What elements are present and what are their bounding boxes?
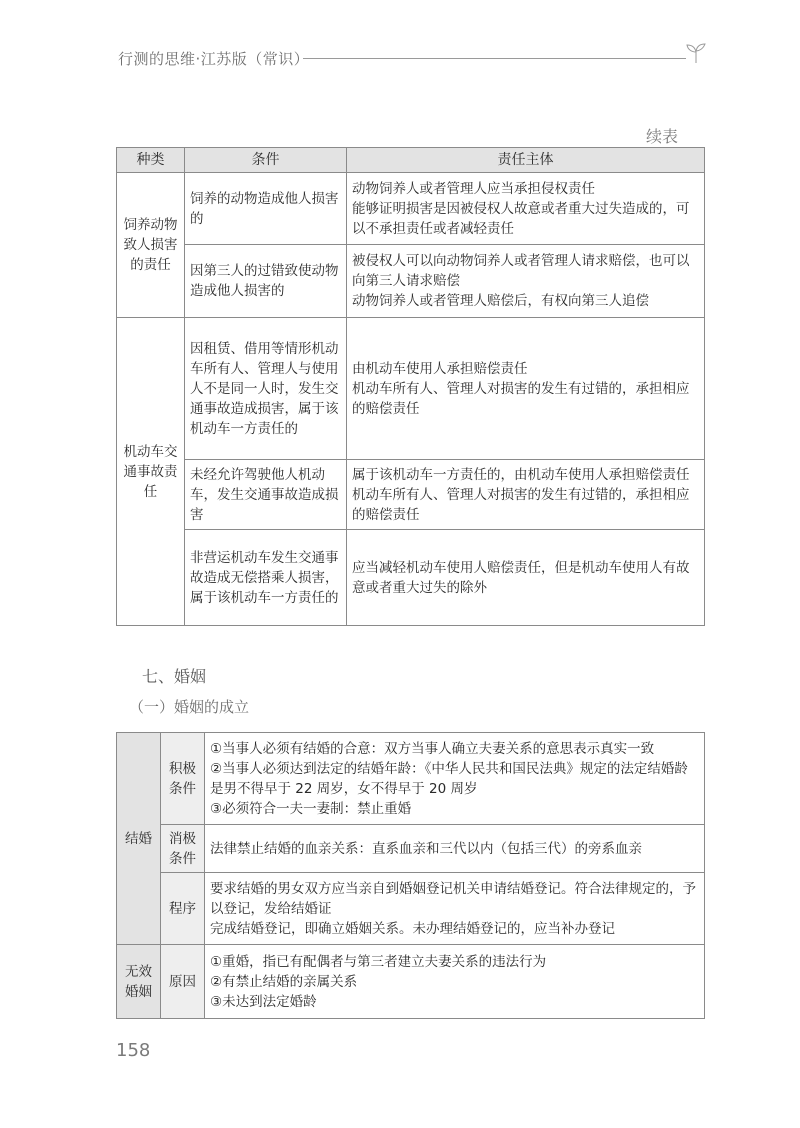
table-header-row [117,148,705,173]
liability-cell [347,318,705,460]
content-line: ①重婚，指已有配偶者与第三者建立夫妻关系的违法行为 [210,953,547,970]
running-header [118,42,708,72]
subsection-title: （一）婚姻的成立 [129,698,250,716]
content-cell [205,825,705,873]
liability-line: 由机动车使用人承担赔偿责任 [352,360,528,377]
table-row [117,945,705,1019]
condition-cell: 因第三人的过错致使动物造成他人损害的 [185,245,347,318]
liability-line: 被侵权人可以向动物饲养人或者管理人请求赔偿，也可以向第三人请求赔偿 [352,253,690,289]
header-rule [303,58,686,59]
liability-cell [347,173,705,245]
group-label: 结婚 [117,733,161,945]
column-header-type: 种类 [117,148,185,173]
content-cell [205,873,705,945]
sub-label: 程序 [161,873,205,945]
sub-label: 积极条件 [161,733,205,825]
content-line: ③必须符合一夫一妻制：禁止重婚 [210,800,412,817]
content-cell [205,733,705,825]
sub-label: 消极条件 [161,825,205,873]
table-row [117,530,705,626]
table-row [117,245,705,318]
liability-table [116,147,705,626]
liability-line: 动物饲养人或者管理人应当承担侵权责任 [352,180,595,197]
table-row [117,460,705,530]
sprout-icon [684,42,708,64]
content-line: ②有禁止结婚的亲属关系 [210,973,358,990]
content-line: 法律禁止结婚的血亲关系：直系血亲和三代以内（包括三代）的旁系血亲 [210,840,642,857]
table-row [117,173,705,245]
condition-cell: 因租赁、借用等情形机动车所有人、管理人与使用人不是同一人时，发生交通事故造成损害，属于该机动车一方责任的 [185,318,347,460]
group-label: 无效婚姻 [117,945,161,1019]
content-line: ①当事人必须有结婚的合意：双方当事人确立夫妻关系的意思表示真实一致 [210,740,655,757]
liability-cell [347,245,705,318]
column-header-liability: 责任主体 [347,148,705,173]
sub-label: 原因 [161,945,205,1019]
condition-cell: 非营运机动车发生交通事故造成无偿搭乘人损害，属于该机动车一方责任的 [185,530,347,626]
category-cell: 机动车交通事故责任 [117,318,185,626]
content-line: 完成结婚登记，即确立婚姻关系。未办理结婚登记的，应当补办登记 [210,920,615,937]
liability-line: 能够证明损害是因被侵权人故意或者重大过失造成的，可以不承担责任或者减轻责任 [352,200,690,237]
table-row [117,825,705,873]
condition-cell: 未经允许驾驶他人机动车，发生交通事故造成损害 [185,460,347,530]
content-line: ②当事人必须达到法定的结婚年龄：《中华人民共和国民法典》规定的法定结婚龄是男不得早于 22 周岁，女不得早于 20 周岁 [210,760,688,797]
content-line: 要求结婚的男女双方应当亲自到婚姻登记机关申请结婚登记。符合法律规定的，予以登记，发给结婚证 [210,880,696,917]
marriage-table [116,732,705,1019]
page-number: 158 [116,1040,151,1061]
liability-line: 机动车所有人、管理人对损害的发生有过错的，承担相应的赔偿责任 [352,380,690,417]
liability-line: 应当减轻机动车使用人赔偿责任，但是机动车使用人有故意或者重大过失的除外 [352,559,690,596]
continued-table-label: 续表 [645,127,678,146]
table-row [117,318,705,460]
liability-line: 动物饲养人或者管理人赔偿后，有权向第三人追偿 [352,293,649,309]
condition-cell: 饲养的动物造成他人损害的 [185,173,347,245]
liability-cell [347,460,705,530]
table-row [117,873,705,945]
content-cell [205,945,705,1019]
book-title: 行测的思维·江苏版（常识） [118,50,310,68]
liability-cell [347,530,705,626]
content-line: ③未达到法定婚龄 [210,993,317,1010]
liability-line: 属于该机动车一方责任的，由机动车使用人承担赔偿责任 [352,466,690,483]
category-cell: 饲养动物致人损害的责任 [117,173,185,318]
section-title: 七、婚姻 [142,667,207,686]
liability-line: 机动车所有人、管理人对损害的发生有过错的，承担相应的赔偿责任 [352,486,690,523]
column-header-condition: 条件 [185,148,347,173]
table-row [117,733,705,825]
